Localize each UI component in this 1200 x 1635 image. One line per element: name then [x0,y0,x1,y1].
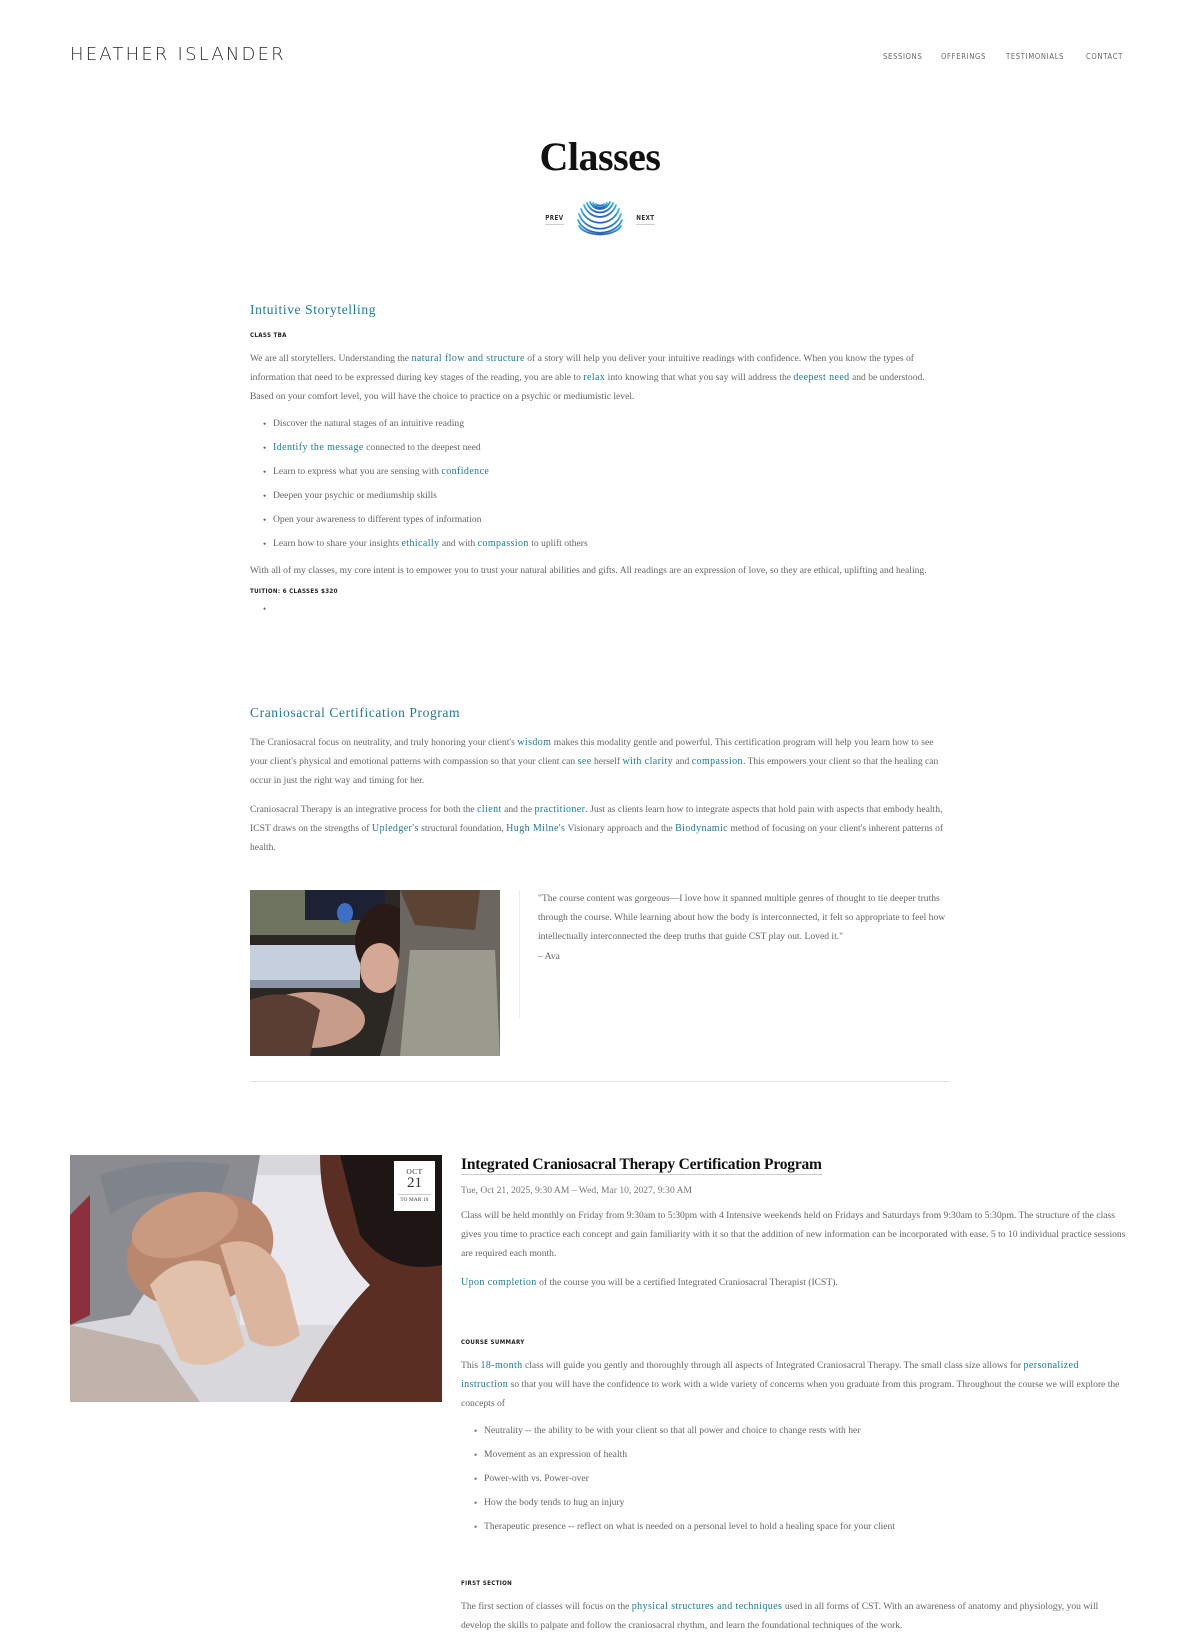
text: . Just as clients learn how to integrate aspects that hold pain with aspects that embody health, ICST draws on the strengths of [250,804,943,834]
list-item [250,597,950,621]
link-upledger[interactable]: Upledger's [371,823,419,834]
text: class will guide you gently and thoroughly through all aspects of Integrated Craniosacral Therapy. The small class size allows for [522,1360,1024,1371]
text: used in all forms of CST. With an awareness of anatomy and physiology, you will develop the skills to palpate and follow the craniosacral rhythm, and learn the foundational techniques of the work. [461,1601,1099,1631]
list-item: • How the body tends to hug an injury [461,1491,1126,1515]
prev-link[interactable]: PREV [545,214,563,225]
event-date-badge [394,1161,435,1211]
text: Discover the natural stages of an intuitive reading [273,418,465,429]
nav-offerings[interactable]: OFFERINGS [941,52,987,61]
text: and with [439,538,478,549]
class-photo [250,890,500,1056]
craniosacral-section [250,705,950,857]
text: and be understood. Based on your comfort level, you will have the choice to practice on a psychic or mediumistic level. [250,372,925,402]
link-upon-completion[interactable]: Upon completion [461,1277,537,1288]
next-link[interactable]: NEXT [636,214,654,225]
badge-end-date: TO MAR 10 [400,1197,429,1203]
badge-day: 21 [407,1175,422,1191]
text: so that you will have the confidence to work with a wide variety of concerns when you graduate from this program. Throughout the course we will explore the concepts of [461,1379,1120,1409]
text: This [461,1360,481,1371]
craniosacral-paragraph-1 [250,733,950,790]
testimonial-quote [538,889,950,966]
link-see[interactable]: see [577,756,592,767]
event-title-link[interactable]: Integrated Craniosacral Therapy Certification Program [461,1156,822,1173]
text: We are all storytellers. Understanding the [250,353,412,364]
link-physical-structures[interactable]: physical structures and techniques [631,1601,783,1612]
first-section-paragraph [461,1597,1126,1635]
event-completion-paragraph [461,1273,1126,1292]
badge-month: OCT [406,1167,423,1176]
text: Craniosacral Therapy is an integrative process for both the [250,804,478,815]
event-details [461,1156,1126,1635]
nav-testimonials[interactable]: TESTIMONIALS [1006,52,1065,61]
event-time: Tue, Oct 21, 2025, 9:30 AM – Wed, Mar 10, 2027, 9:30 AM [461,1185,693,1196]
intuitive-intro-paragraph [250,349,950,406]
list-item [250,508,950,532]
link-ethically[interactable]: ethically [401,538,440,549]
link-with-clarity[interactable]: with clarity [622,756,674,767]
text: and [673,756,692,767]
list-item [250,412,950,436]
text: Deepen your psychic or mediumship skills [273,490,437,501]
text: Learn to express what you are sensing with [273,466,442,477]
list-item: • Power-with vs. Power-over [461,1467,1126,1491]
course-summary-label: COURSE SUMMARY [461,1338,525,1346]
link-compassion[interactable]: compassion [477,538,529,549]
first-section-label: FIRST SECTION [461,1579,513,1587]
list-item [250,436,950,460]
link-confidence[interactable]: confidence [441,466,490,477]
text: connected to the deepest need [363,442,481,453]
list-item [250,460,950,484]
text: Open your awareness to different types of information [273,514,482,525]
link-practitioner[interactable]: practitioner [534,804,586,815]
text: into knowing that what you say will address the [605,372,794,383]
quote-divider [519,890,520,1018]
class-photo-image [250,890,500,1056]
text: to uplift others [528,538,588,549]
nav-sessions[interactable]: SESSIONS [882,52,923,61]
concentric-arcs-logo-icon [574,198,626,240]
link-relax[interactable]: relax [583,372,606,383]
link-personalized-instruction[interactable]: personalized instruction [461,1360,1079,1390]
list-item [250,532,950,556]
text: The first section of classes will focus on the [461,1601,632,1612]
site-header [0,0,1200,110]
intuitive-benefits-list [250,412,950,556]
concepts-list [461,1419,1126,1539]
text: of a story will help you deliver your intuitive readings with confidence. When you know the types of information that need to be expressed during key stages of the reading, you are able to [250,353,914,383]
craniosacral-paragraph-2 [250,800,950,857]
text: Visionary approach and the [565,823,676,834]
intuitive-storytelling-heading: Intuitive Storytelling [250,302,377,317]
list-item [250,484,950,508]
link-compassion-2[interactable]: compassion [691,756,743,767]
link-identify-message[interactable]: Identify the message [273,442,364,453]
craniosacral-heading: Craniosacral Certification Program [250,705,461,720]
course-summary-paragraph [461,1356,1126,1413]
text: makes this modality gentle and powerful. This certification program will help you learn how to see your client's physical and emotional patterns with compassion so that your client can [250,737,934,767]
text: method of focusing on your client's inherent patterns of health. [250,823,944,853]
text: of the course you will be a certified Integrated Craniosacral Therapist (ICST). [536,1277,838,1288]
list-item: • Neutrality -- the ability to be with your client so that all power and choice to change rests with her [461,1419,1126,1443]
event-schedule-paragraph: Class will be held monthly on Friday from 9:30am to 5:30pm with 4 Intensive weekends held on Fridays and Saturdays from 9:30am to 5:30pm. The structure of the class gives you time to practice each concept and gain familiarity with it so that the addition of new information can be incorporated with ease. 5 to 10 individual practice sessions are required each month. [461,1210,1126,1259]
link-deepest-need[interactable]: deepest need [793,372,850,383]
intuitive-closing-paragraph: With all of my classes, my core intent is to empower you to trust your natural abilities and gifts. All readings are an expression of love, so they are ethical, uplifting and healing. [250,565,927,576]
list-item: • Therapeutic presence -- reflect on what is needed on a personal level to hold a healing space for your client [461,1515,1126,1539]
site-title-link[interactable]: HEATHER ISLANDER [70,44,286,65]
text: herself [591,756,623,767]
section-divider [250,1081,950,1082]
link-18-month[interactable]: 18-month [480,1360,523,1371]
empty-list [250,597,950,621]
link-hugh-milne[interactable]: Hugh Milne's [506,823,566,834]
link-biodynamic[interactable]: Biodynamic [675,823,728,834]
link-wisdom[interactable]: wisdom [517,737,552,748]
text: and the [501,804,535,815]
text: Learn how to share your insights [273,538,402,549]
link-natural-flow[interactable]: natural flow and structure [411,353,525,364]
text: . This empowers your client so that the healing can occur in just the right way and timing for her. [250,756,939,786]
text: The Craniosacral focus on neutrality, and truly honoring your client's [250,737,518,748]
main-nav [883,52,1130,61]
intuitive-storytelling-section [250,302,950,621]
text: structural foundation, [418,823,507,834]
nav-contact[interactable]: CONTACT [1086,52,1124,61]
page-title: Classes [539,134,661,179]
event-photo[interactable] [70,1155,442,1402]
link-client[interactable]: client [477,804,502,815]
tuition-label: TUITION: 6 CLASSES $320 [250,587,338,595]
badge-separator [398,1194,431,1195]
class-tba-label: CLASS TBA [250,331,287,339]
testimonial-text: "The course content was gorgeous—I love how it spanned multiple genres of thought to tie deeper truths through the course. While learning about how the body is interconnected, it felt so appropriate to feel how intellectually interconnected the deep truths that guide CST play out. Loved it." [538,893,946,943]
event-photo-image [70,1155,442,1402]
pager [0,198,1200,240]
testimonial-author: – Ava [538,950,560,962]
list-item: • Movement as an expression of health [461,1443,1126,1467]
